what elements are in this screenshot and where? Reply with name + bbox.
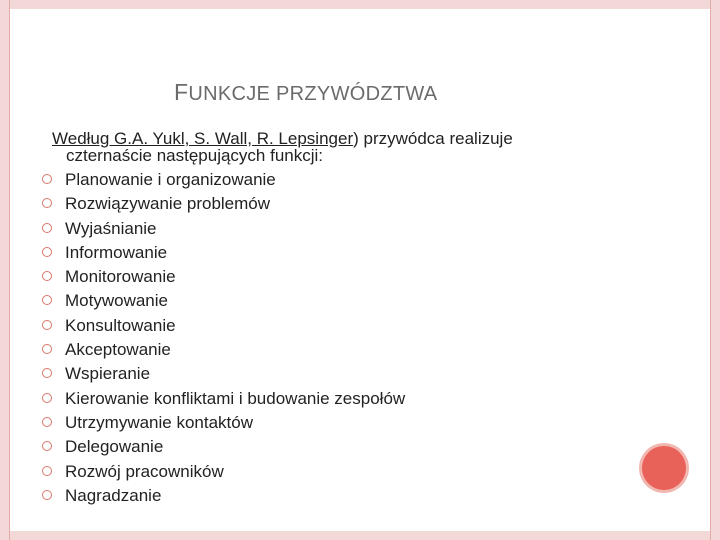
slide-frame-top [0,0,720,9]
list-item [42,267,405,291]
list-item-label: Nagradzanie [65,485,162,505]
list-item [42,316,405,340]
list-item-label: Motywowanie [65,291,168,311]
decorative-circle-icon [642,446,686,490]
intro-text [52,128,513,168]
bullet-icon [42,174,52,184]
bullet-icon [42,466,52,476]
bullet-icon [42,368,52,378]
bullet-icon [42,417,52,427]
slide-title-initial: F [174,79,189,105]
list-item-label: Monitorowanie [65,267,176,287]
list-item [42,170,405,194]
bullet-icon [42,490,52,500]
bullet-icon [42,247,52,257]
slide-frame-line-left [9,0,10,540]
intro-source: Według G.A. Yukl, S. Wall, R. Lepsinger [52,129,354,148]
list-item [42,437,405,461]
list-item-label: Rozwój pracowników [65,461,224,481]
list-item [42,243,405,267]
bullet-icon [42,441,52,451]
list-item-label: Wyjaśnianie [65,218,157,238]
list-item-label: Rozwiązywanie problemów [65,194,271,214]
bullet-icon [42,271,52,281]
list-item [42,486,405,510]
bullet-icon [42,344,52,354]
list-item [42,364,405,388]
list-item [42,291,405,315]
bullet-icon [42,320,52,330]
slide-frame-bottom [0,531,720,540]
intro-line2-wrap [52,146,513,168]
list-item-label: Kierowanie konfliktami i budowanie zespołów [65,388,406,408]
list-item-label: Wspieranie [65,364,151,384]
bullet-icon [42,295,52,305]
list-item [42,462,405,486]
list-item-label: Planowanie i organizowanie [65,170,276,189]
slide-title [174,79,437,106]
list-item [42,413,405,437]
list-item [42,389,405,413]
slide-frame-line-right [710,0,711,540]
list-item-label: Utrzymywanie kontaktów [65,412,254,432]
list-item-label: Delegowanie [65,437,164,457]
intro-line2: czternaście następujących funkcji: [66,146,324,165]
list-item [42,340,405,364]
list-item-label: Informowanie [65,242,168,262]
list-item-label: Akceptowanie [65,340,171,360]
functions-list [42,170,405,510]
list-item-label: Konsultowanie [65,315,176,335]
bullet-icon [42,393,52,403]
bullet-icon [42,198,52,208]
slide-title-rest: UNKCJE PRZYWÓDZTWA [188,83,438,105]
list-item [42,194,405,218]
bullet-icon [42,223,52,233]
intro-after: ) przywódca realizuje [353,129,513,148]
list-item [42,219,405,243]
